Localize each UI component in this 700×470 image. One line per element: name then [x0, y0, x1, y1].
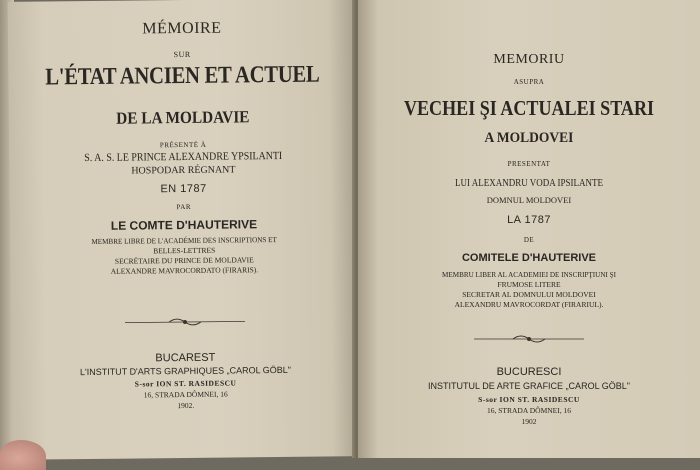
- finger-holding-book: [0, 440, 46, 470]
- left-author-desc-4: ALEXANDRE MAVROCORDATO (FIRARIS).: [110, 265, 259, 276]
- right-page: [358, 0, 700, 458]
- left-author-desc-2: BELLES-LETTRES: [153, 245, 216, 256]
- right-city: BUCURESCI: [496, 366, 562, 378]
- right-dedicatee-line-2: DOMNUL MOLDOVEI: [486, 195, 572, 205]
- right-presentat-label: PRESENTAT: [507, 160, 551, 168]
- right-asupra-label: ASUPRA: [513, 78, 545, 86]
- left-dedicatee-line-2: HOSPODAR RÉGNANT: [131, 164, 236, 177]
- right-ornament-divider: [358, 331, 700, 349]
- right-memoriu-heading: MEMORIU: [493, 52, 565, 67]
- right-street: 16, STRADA DÔMNEI, 16: [487, 406, 571, 415]
- left-pub-year: 1902.: [177, 400, 195, 411]
- right-year: LA 1787: [507, 214, 551, 226]
- left-sur-label: SUR: [173, 49, 191, 60]
- left-page: [8, 0, 361, 460]
- left-dedicatee-line-1: S. A. S. LE PRINCE ALEXANDRE YPSILANTI: [84, 149, 283, 165]
- left-par-label: PAR: [176, 202, 192, 212]
- right-title-line-2: A MOLDOVEI: [484, 130, 574, 146]
- left-author-desc-3: SECRÉTAIRE DU PRINCE DE MOLDAVIE: [114, 255, 254, 266]
- right-author: COMITELE D'HAUTERIVE: [461, 252, 596, 264]
- left-title-line-1: L'ÉTAT ANCIEN ET ACTUEL: [45, 61, 320, 91]
- left-ornament-divider: [11, 312, 359, 334]
- right-author-desc-4: ALEXANDRU MAVROCORDAT (FIRARIUL).: [454, 300, 604, 309]
- left-author: LE COMTE D'HAUTERIVE: [110, 217, 258, 233]
- right-dedicatee-line-1: LUI ALEXANDRU VODA IPSILANTE: [454, 178, 604, 189]
- right-publisher: INSTITUTUL DE ARTE GRAFICE „CAROL GÖBL": [428, 381, 630, 391]
- right-pub-year: 1902: [521, 417, 537, 426]
- left-owner: S-sor ION ST. RASIDESCU: [134, 378, 237, 389]
- left-title-line-2: DE LA MOLDAVIE: [116, 107, 250, 128]
- right-author-desc-1: MEMBRU LIBER AL ACADEMIEI DE INSCRIPŢIUNI ŞI: [442, 270, 616, 279]
- left-author-desc-1: MEMBRE LIBRE DE L'ACADÉMIE DES INSCRIPTIONS ET: [91, 235, 277, 246]
- right-owner: S-sor ION ST. RASIDESCU: [478, 395, 580, 404]
- right-author-desc-2: FRUMOSE LITERE: [497, 280, 561, 289]
- left-year: EN 1787: [160, 182, 207, 196]
- right-de-label: DE: [523, 236, 535, 244]
- left-presente-label: PRÉSENTÉ À: [159, 140, 207, 150]
- right-author-desc-3: SECRETAR AL DOMNULUI MOLDOVEI: [462, 290, 596, 299]
- right-title-line-1: VECHEI ŞI ACTUALEI STARI: [403, 96, 655, 120]
- left-street: 16, STRADA DÔMNEI, 16: [143, 389, 228, 400]
- left-city: BUCAREST: [155, 351, 216, 365]
- left-publisher: L'INSTITUT D'ARTS GRAPHIQUES „CAROL GÖBL": [79, 364, 292, 378]
- left-memoire-heading: MÉMOIRE: [142, 19, 222, 38]
